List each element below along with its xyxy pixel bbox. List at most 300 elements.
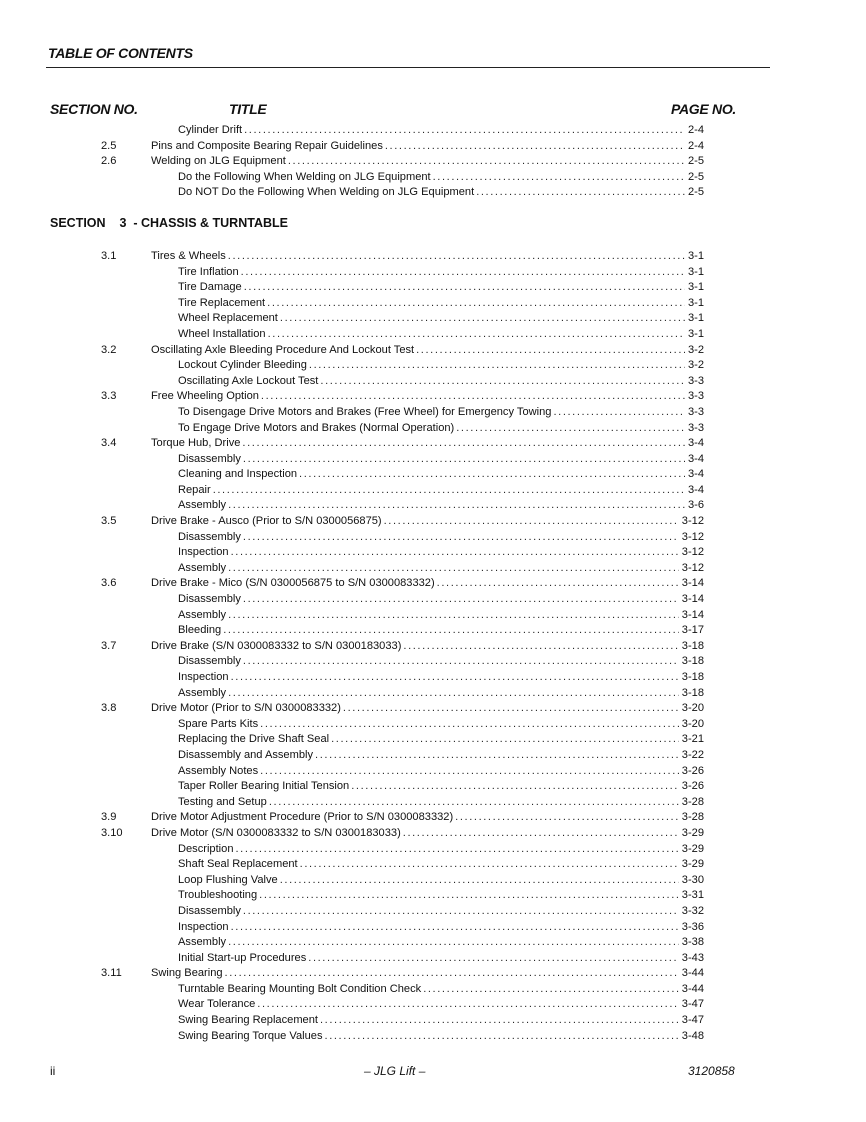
toc-subentry[interactable] xyxy=(0,374,866,390)
dot-leader xyxy=(306,951,679,967)
toc-entry-line xyxy=(178,795,704,811)
toc-entry-title: Cylinder Drift xyxy=(178,124,243,136)
toc-entry[interactable] xyxy=(0,826,866,842)
toc-entry-line xyxy=(178,327,704,343)
toc-entry-page: 3-20 xyxy=(681,702,704,715)
toc-entry-line xyxy=(178,592,704,608)
toc-entry-title: Lockout Cylinder Bleeding xyxy=(178,359,307,372)
toc-entry-title: Spare Parts Kits xyxy=(178,717,259,730)
toc-entry-title: Drive Motor (Prior to S/N 0300083332) xyxy=(151,702,341,715)
toc-subentry[interactable] xyxy=(0,686,866,702)
dot-leader xyxy=(551,405,685,421)
toc-entry-number: 3.1 xyxy=(101,249,117,262)
toc-subentry[interactable] xyxy=(0,795,866,811)
dot-leader xyxy=(454,421,685,437)
toc-entry-line xyxy=(178,748,704,764)
toc-entry-line xyxy=(151,389,704,405)
toc-entry-title: Tires & Wheels xyxy=(151,249,226,262)
dot-leader xyxy=(313,748,679,764)
toc-entry-number: 2.6 xyxy=(101,155,117,168)
toc-subentry[interactable] xyxy=(0,732,866,748)
toc-entry-page: 3-2 xyxy=(687,359,704,372)
toc-entry-page: 3-12 xyxy=(681,530,704,543)
toc-entry-title: Troubleshooting xyxy=(178,889,258,902)
dot-leader xyxy=(223,966,679,982)
toc-entry-page: 3-1 xyxy=(687,296,704,309)
toc-entry-page: 3-3 xyxy=(687,374,704,387)
toc-subentry[interactable] xyxy=(0,467,866,483)
toc-entry-page: 3-28 xyxy=(681,811,704,824)
dot-leader xyxy=(221,623,679,639)
dot-leader xyxy=(211,483,685,499)
toc-subentry[interactable] xyxy=(0,483,866,499)
toc-entry-number: 3.11 xyxy=(101,967,122,980)
toc-entry-line xyxy=(178,452,704,468)
toc-entry[interactable] xyxy=(0,139,866,155)
toc-entry-number: 3.7 xyxy=(101,639,117,652)
dot-leader xyxy=(383,139,685,155)
toc-entry-page: 3-3 xyxy=(687,421,704,434)
toc-entry-title: Disassembly xyxy=(178,593,241,606)
toc-entry-title: Oscillating Axle Lockout Test xyxy=(178,374,319,387)
toc-entry-title: Welding on JLG Equipment xyxy=(151,155,286,168)
toc-entry-page: 2-5 xyxy=(687,170,704,183)
footer-document-number: 3120858 xyxy=(688,1064,735,1078)
toc-entry-line xyxy=(178,561,704,577)
toc-entry-title: Torque Hub, Drive xyxy=(151,437,241,450)
header-rule xyxy=(46,67,770,68)
toc-entry-page: 3-47 xyxy=(681,998,704,1011)
toc-entry-page: 2-4 xyxy=(687,124,704,136)
dot-leader xyxy=(265,296,685,312)
dot-leader xyxy=(226,608,679,624)
footer-page-number: ii xyxy=(50,1064,56,1078)
toc-entry-line xyxy=(178,997,704,1013)
toc-entry-page: 3-32 xyxy=(681,904,704,917)
toc-subentry[interactable] xyxy=(0,857,866,873)
toc-entry-page: 3-2 xyxy=(687,343,704,356)
toc-entry-title: Repair xyxy=(178,483,211,496)
toc-entry-line xyxy=(178,732,704,748)
dot-leader xyxy=(226,249,685,265)
toc-subentry[interactable] xyxy=(0,1013,866,1029)
toc-entry-page: 3-47 xyxy=(681,1014,704,1027)
toc-subentry[interactable] xyxy=(0,170,866,186)
dot-leader xyxy=(474,185,685,201)
toc-entry-line xyxy=(151,576,704,592)
toc-subentry[interactable] xyxy=(0,904,866,920)
toc-subentry[interactable] xyxy=(0,842,866,858)
toc-entry-page: 3-18 xyxy=(681,639,704,652)
dot-leader xyxy=(318,374,685,390)
dot-leader xyxy=(318,1013,679,1029)
dot-leader xyxy=(401,826,679,842)
dot-leader xyxy=(229,545,679,561)
toc-entry-line xyxy=(178,888,704,904)
toc-entry-page: 3-48 xyxy=(681,1029,704,1042)
toc-entry-title: Testing and Setup xyxy=(178,795,267,808)
toc-entry-page: 3-14 xyxy=(681,577,704,590)
toc-entry-page: 3-4 xyxy=(687,483,704,496)
toc-entry-page: 3-1 xyxy=(687,265,704,278)
toc-entry-number: 3.4 xyxy=(101,437,117,450)
toc-entry-title: Pins and Composite Bearing Repair Guidelines xyxy=(151,139,383,152)
dot-leader xyxy=(341,701,679,717)
toc-entry-line xyxy=(178,873,704,889)
dot-leader xyxy=(329,732,679,748)
toc-entry-title: Assembly xyxy=(178,936,227,949)
column-header-page-no: PAGE NO. xyxy=(671,101,737,117)
column-header-title: TITLE xyxy=(229,101,267,117)
toc-subentry[interactable] xyxy=(0,530,866,546)
toc-entry-line xyxy=(178,280,704,296)
toc-entry-page: 3-3 xyxy=(687,390,704,403)
toc-entry-page: 3-26 xyxy=(681,780,704,793)
toc-entry-title: Assembly xyxy=(178,686,227,699)
toc-entry-number: 3.3 xyxy=(101,390,117,403)
toc-subentry[interactable] xyxy=(0,123,866,139)
toc-entry-page: 3-14 xyxy=(681,608,704,621)
toc-entry-page: 3-22 xyxy=(681,748,704,761)
toc-entry-number: 3.10 xyxy=(101,826,123,839)
toc-subentry[interactable] xyxy=(0,561,866,577)
toc-entry-title: Do NOT Do the Following When Welding on JLG Equipment xyxy=(178,186,475,199)
column-header-section-no: SECTION NO. xyxy=(50,101,138,117)
toc-entry-title: Shaft Seal Replacement xyxy=(178,858,298,871)
toc-entry-line xyxy=(178,1029,704,1045)
toc-entry-page: 3-1 xyxy=(687,249,704,262)
toc-subentry[interactable] xyxy=(0,1029,866,1045)
toc-subentry[interactable] xyxy=(0,748,866,764)
toc-subentry[interactable] xyxy=(0,997,866,1013)
dot-leader xyxy=(267,795,679,811)
dot-leader xyxy=(239,265,685,281)
dot-leader xyxy=(307,358,685,374)
toc-entry[interactable] xyxy=(0,154,866,170)
toc-entry-page: 3-28 xyxy=(681,795,704,808)
dot-leader xyxy=(266,327,685,343)
toc-entry-line xyxy=(178,904,704,920)
toc-entry-line xyxy=(151,139,704,155)
toc-entry-line xyxy=(178,951,704,967)
toc-entry-title: Wheel Installation xyxy=(178,327,266,340)
toc-entry-line xyxy=(178,170,704,186)
toc-entry-title: Swing Bearing xyxy=(151,967,223,980)
toc-entry-line xyxy=(178,779,704,795)
toc-entry-title: Drive Motor Adjustment Procedure (Prior to S/N 0300083332) xyxy=(151,811,454,824)
toc-entry-line xyxy=(151,514,704,530)
toc-entry-page: 3-14 xyxy=(681,593,704,606)
toc-entry-line xyxy=(178,405,704,421)
dot-leader xyxy=(241,530,679,546)
dot-leader xyxy=(453,810,679,826)
toc-entry-page: 3-29 xyxy=(681,842,704,855)
toc-entry-line xyxy=(178,982,704,998)
section-heading-text: SECTION 3 - CHASSIS & TURNTABLE xyxy=(50,215,288,230)
toc-entry-title: Drive Brake - Ausco (Prior to S/N 0300056875) xyxy=(151,515,382,528)
toc-entry-line xyxy=(151,701,704,717)
toc-entry-title: Disassembly xyxy=(178,655,241,668)
toc-entry-page: 3-29 xyxy=(681,858,704,871)
toc-entry-line xyxy=(178,654,704,670)
dot-leader xyxy=(241,452,685,468)
toc-entry[interactable] xyxy=(0,810,866,826)
toc-entry-title: Drive Brake - Mico (S/N 0300056875 to S/N 0300083332) xyxy=(151,577,435,590)
toc-entry-title: To Engage Drive Motors and Brakes (Normal Operation) xyxy=(178,421,455,434)
toc-entry-page: 3-1 xyxy=(687,327,704,340)
toc-list xyxy=(0,123,866,1044)
toc-subentry[interactable] xyxy=(0,421,866,437)
toc-entry-title: Wear Tolerance xyxy=(178,998,256,1011)
toc-entry-title: Swing Bearing Replacement xyxy=(178,1014,318,1027)
toc-entry-page: 3-31 xyxy=(681,889,704,902)
dot-leader xyxy=(401,639,678,655)
dot-leader xyxy=(421,982,679,998)
toc-entry-page: 3-18 xyxy=(681,686,704,699)
toc-entry-title: Assembly Notes xyxy=(178,764,259,777)
dot-leader xyxy=(257,888,679,904)
toc-entry-line xyxy=(151,639,704,655)
toc-subentry[interactable] xyxy=(0,498,866,514)
toc-entry-line xyxy=(151,826,704,842)
toc-entry-title: Free Wheeling Option xyxy=(151,390,259,403)
toc-entry[interactable] xyxy=(0,343,866,359)
toc-entry-page: 3-12 xyxy=(681,561,704,574)
toc-subentry[interactable] xyxy=(0,185,866,201)
toc-entry-page: 2-5 xyxy=(687,186,704,199)
toc-entry-title: Inspection xyxy=(178,546,229,559)
toc-entry-line xyxy=(151,249,704,265)
toc-entry-title: Inspection xyxy=(178,920,229,933)
toc-entry-page: 3-4 xyxy=(687,437,704,450)
toc-subentry[interactable] xyxy=(0,280,866,296)
toc-subentry[interactable] xyxy=(0,935,866,951)
dot-leader xyxy=(435,576,679,592)
toc-entry-title: Drive Brake (S/N 0300083332 to S/N 0300183033) xyxy=(151,639,402,652)
toc-entry-number: 3.2 xyxy=(101,343,117,356)
toc-entry-page: 3-6 xyxy=(687,499,704,512)
toc-entry-line xyxy=(178,265,704,281)
toc-subentry[interactable] xyxy=(0,327,866,343)
toc-entry[interactable] xyxy=(0,514,866,530)
dot-leader xyxy=(240,436,685,452)
toc-entry-title: Disassembly xyxy=(178,904,241,917)
toc-entry-page: 3-18 xyxy=(681,671,704,683)
toc-entry-line xyxy=(178,842,704,858)
toc-subentry[interactable] xyxy=(0,296,866,312)
dot-leader xyxy=(226,935,679,951)
toc-entry-page: 3-1 xyxy=(687,312,704,325)
toc-subentry[interactable] xyxy=(0,608,866,624)
toc-entry-line xyxy=(178,717,704,733)
toc-entry-page: 2-5 xyxy=(687,155,704,168)
toc-entry-line xyxy=(178,608,704,624)
toc-subentry[interactable] xyxy=(0,888,866,904)
toc-entry-page: 3-17 xyxy=(681,624,704,637)
toc-entry-line xyxy=(151,966,704,982)
toc-subentry[interactable] xyxy=(0,670,866,686)
toc-entry-line xyxy=(178,374,704,390)
toc-entry-line xyxy=(178,185,704,201)
toc-entry-title: Drive Motor (S/N 0300083332 to S/N 0300183033) xyxy=(151,826,401,839)
toc-entry-line xyxy=(178,530,704,546)
dot-leader xyxy=(226,561,679,577)
toc-subentry[interactable] xyxy=(0,764,866,780)
toc-entry-title: Oscillating Axle Bleeding Procedure And Lockout Test xyxy=(151,343,415,356)
dot-leader xyxy=(242,123,685,139)
page-header-title: TABLE OF CONTENTS xyxy=(48,45,193,61)
dot-leader xyxy=(234,842,679,858)
toc-entry-title: Tire Damage xyxy=(178,281,242,294)
dot-leader xyxy=(278,311,685,327)
toc-entry-line xyxy=(178,358,704,374)
toc-subentry[interactable] xyxy=(0,920,866,936)
toc-entry[interactable] xyxy=(0,389,866,405)
toc-entry-page: 3-1 xyxy=(687,281,704,294)
toc-entry[interactable] xyxy=(0,701,866,717)
toc-entry-line xyxy=(151,343,704,359)
toc-entry-number: 3.9 xyxy=(101,811,117,824)
toc-entry-page: 3-44 xyxy=(681,982,704,995)
toc-entry-page: 3-29 xyxy=(681,826,704,839)
dot-leader xyxy=(258,717,679,733)
toc-entry-line xyxy=(178,421,704,437)
toc-entry-page: 3-30 xyxy=(681,873,704,886)
toc-entry-title: Swing Bearing Torque Values xyxy=(178,1029,323,1042)
toc-entry-title: Disassembly and Assembly xyxy=(178,748,314,761)
dot-leader xyxy=(431,170,685,186)
toc-entry-title: Loop Flushing Valve xyxy=(178,873,278,886)
dot-leader xyxy=(414,343,685,359)
toc-subentry[interactable] xyxy=(0,311,866,327)
toc-entry-title: To Disengage Drive Motors and Brakes (Free Wheel) for Emergency Towing xyxy=(178,405,552,418)
toc-entry-title: Description xyxy=(178,842,234,855)
toc-entry-page: 3-4 xyxy=(687,452,704,465)
toc-subentry[interactable] xyxy=(0,592,866,608)
dot-leader xyxy=(297,467,685,483)
toc-entry-page: 3-4 xyxy=(687,468,704,481)
toc-entry-page: 3-3 xyxy=(687,405,704,418)
dot-leader xyxy=(241,592,679,608)
dot-leader xyxy=(229,670,679,686)
toc-entry-page: 3-43 xyxy=(681,951,704,964)
toc-entry-page: 3-36 xyxy=(681,920,704,933)
toc-entry-line xyxy=(178,123,704,139)
dot-leader xyxy=(349,779,679,795)
toc-subentry[interactable] xyxy=(0,358,866,374)
toc-entry-page: 3-21 xyxy=(681,733,704,746)
toc-entry-line xyxy=(178,857,704,873)
toc-entry-page: 3-12 xyxy=(681,546,704,559)
toc-entry[interactable] xyxy=(0,249,866,265)
dot-leader xyxy=(258,764,679,780)
toc-entry-line xyxy=(151,436,704,452)
toc-subentry[interactable] xyxy=(0,717,866,733)
toc-entry-title: Tire Inflation xyxy=(178,265,239,278)
toc-entry-title: Bleeding xyxy=(178,624,222,637)
toc-subentry[interactable] xyxy=(0,623,866,639)
toc-subentry[interactable] xyxy=(0,545,866,561)
dot-leader xyxy=(382,514,679,530)
toc-entry-page: 3-20 xyxy=(681,717,704,730)
dot-leader xyxy=(241,654,679,670)
toc-section-heading[interactable] xyxy=(0,201,866,249)
dot-leader xyxy=(241,904,679,920)
footer-publisher: – JLG Lift – xyxy=(364,1064,426,1078)
toc-subentry[interactable] xyxy=(0,951,866,967)
dot-leader xyxy=(242,280,685,296)
dot-leader xyxy=(255,997,678,1013)
toc-entry-title: Disassembly xyxy=(178,452,241,465)
toc-entry-line xyxy=(178,935,704,951)
toc-entry-line xyxy=(178,467,704,483)
toc-entry-number: 2.5 xyxy=(101,139,117,152)
toc-entry-number: 3.5 xyxy=(101,515,117,528)
toc-subentry[interactable] xyxy=(0,265,866,281)
toc-entry-title: Taper Roller Bearing Initial Tension xyxy=(178,780,350,793)
dot-leader xyxy=(323,1029,679,1045)
dot-leader xyxy=(278,873,679,889)
toc-entry-line xyxy=(151,810,704,826)
toc-subentry[interactable] xyxy=(0,779,866,795)
toc-entry-page: 3-38 xyxy=(681,936,704,949)
toc-entry-title: Inspection xyxy=(178,671,229,683)
toc-entry[interactable] xyxy=(0,966,866,982)
dot-leader xyxy=(226,498,685,514)
toc-entry-line xyxy=(178,1013,704,1029)
toc-entry-title: Disassembly xyxy=(178,530,241,543)
toc-entry-page: 3-12 xyxy=(681,515,704,528)
toc-entry-number: 3.6 xyxy=(101,577,117,590)
toc-entry-title: Assembly xyxy=(178,608,227,621)
toc-entry-line xyxy=(178,498,704,514)
toc-entry-title: Replacing the Drive Shaft Seal xyxy=(178,733,330,746)
toc-entry[interactable] xyxy=(0,639,866,655)
toc-entry-title: Assembly xyxy=(178,499,227,512)
toc-subentry[interactable] xyxy=(0,452,866,468)
toc-entry-line xyxy=(178,483,704,499)
toc-entry-title: Cleaning and Inspection xyxy=(178,468,298,481)
toc-entry-page: 3-44 xyxy=(681,967,704,980)
toc-entry-title: Initial Start-up Procedures xyxy=(178,951,307,964)
toc-entry-title: Turntable Bearing Mounting Bolt Condition Check xyxy=(178,982,422,995)
toc-entry-title: Tire Replacement xyxy=(178,296,266,309)
toc-entry[interactable] xyxy=(0,576,866,592)
toc-entry-page: 2-4 xyxy=(687,139,704,152)
toc-entry-number: 3.8 xyxy=(101,702,117,715)
dot-leader xyxy=(226,686,679,702)
toc-entry-line xyxy=(178,670,704,686)
toc-entry-line xyxy=(178,311,704,327)
toc-entry-title: Do the Following When Welding on JLG Equipment xyxy=(178,170,431,183)
toc-subentry[interactable] xyxy=(0,982,866,998)
toc-subentry[interactable] xyxy=(0,873,866,889)
toc-subentry[interactable] xyxy=(0,654,866,670)
toc-entry-title: Assembly xyxy=(178,561,227,574)
toc-entry-line xyxy=(151,154,704,170)
toc-entry-line xyxy=(178,296,704,312)
toc-subentry[interactable] xyxy=(0,405,866,421)
dot-leader xyxy=(229,920,679,936)
toc-entry-line xyxy=(178,686,704,702)
toc-entry-page: 3-18 xyxy=(681,655,704,668)
toc-entry[interactable] xyxy=(0,436,866,452)
dot-leader xyxy=(298,857,679,873)
toc-entry-page: 3-26 xyxy=(681,764,704,777)
dot-leader xyxy=(286,154,685,170)
dot-leader xyxy=(259,389,685,405)
toc-entry-line xyxy=(178,920,704,936)
